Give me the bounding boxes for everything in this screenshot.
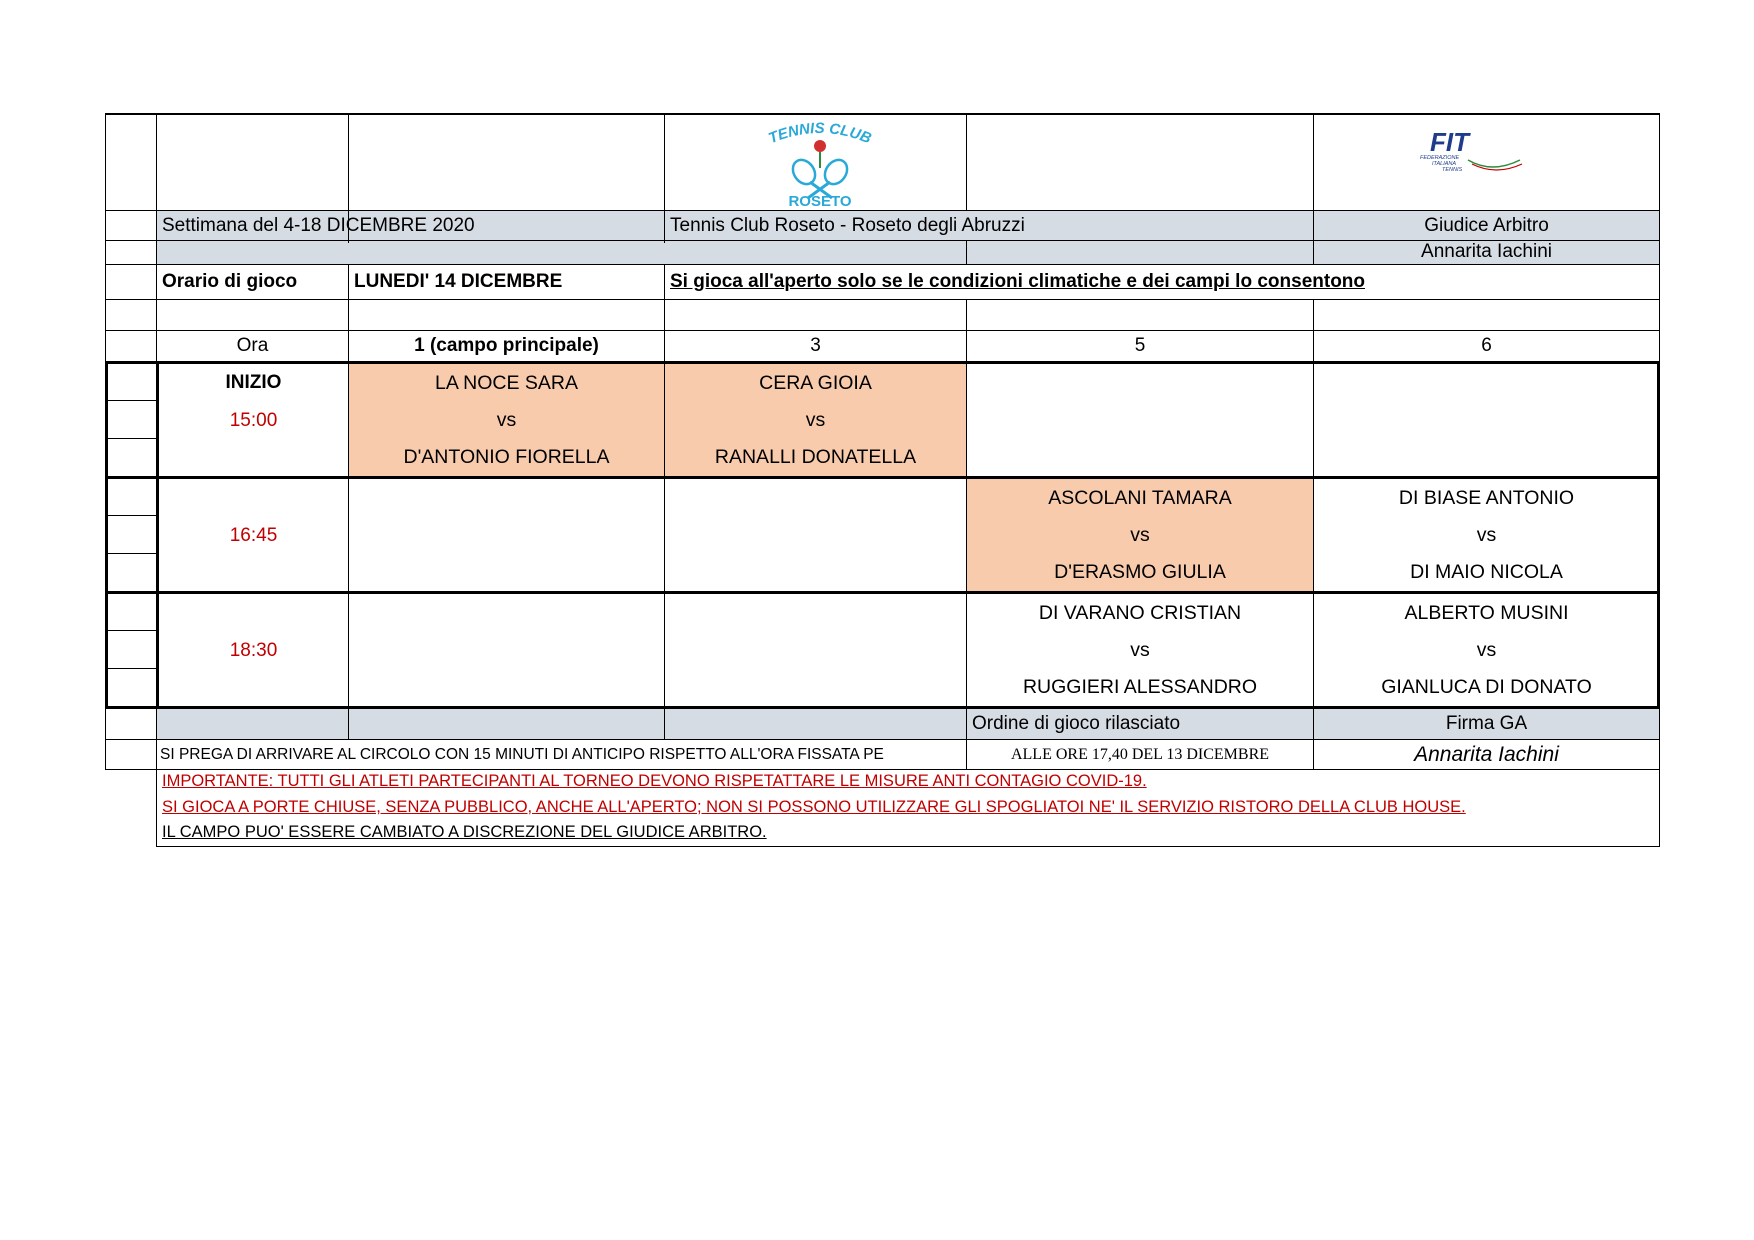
schedule-label: Orario di gioco <box>162 271 298 292</box>
svg-text:ROSETO: ROSETO <box>788 193 852 208</box>
arrival-note: SI PREGA DI ARRIVARE AL CIRCOLO CON 15 MINUTI DI ANTICIPO RISPETTO ALL'ORA FISSATA PE <box>160 745 884 763</box>
referee-title: Giudice Arbitro <box>1424 214 1549 236</box>
player-two: D'ANTONIO FIORELLA <box>403 446 610 468</box>
player-one: DI BIASE ANTONIO <box>1398 487 1575 509</box>
court-change-note: IL CAMPO PUO' ESSERE CAMBIATO A DISCREZIONE DEL GIUDICE ARBITRO. <box>162 823 767 841</box>
player-two: D'ERASMO GIULIA <box>1054 561 1226 583</box>
svg-text:TENNIS CLUB: TENNIS CLUB <box>766 119 874 148</box>
slot-time: 16:45 <box>229 525 278 546</box>
player-one: ASCOLANI TAMARA <box>1048 487 1232 509</box>
signature-label: Firma GA <box>1445 713 1528 734</box>
svg-text:ITALIANA: ITALIANA <box>1432 161 1457 167</box>
versus-label: vs <box>805 409 826 431</box>
closed-doors-note: SI GIOCA A PORTE CHIUSE, SENZA PUBBLICO, ANCHE ALL'APERTO; NON SI POSSONO UTILIZZARE GLI SPOGLIATOI NE' IL SERVIZIO RISTORO DELLA CLUB HOUSE. <box>162 798 1466 816</box>
versus-label: vs <box>496 409 517 431</box>
column-header-court6: 6 <box>1481 335 1492 356</box>
player-two: GIANLUCA DI DONATO <box>1381 676 1592 698</box>
released-label: Ordine di gioco rilasciato <box>972 713 1181 734</box>
match-card <box>1314 479 1659 591</box>
match-card <box>967 594 1313 706</box>
player-two: DI MAIO NICOLA <box>1410 561 1563 583</box>
fit-logo <box>1410 126 1540 180</box>
column-header-court5: 5 <box>1134 335 1146 356</box>
weather-note: Si gioca all'aperto solo se le condizioni climatiche e dei campi lo consentono <box>670 271 1366 292</box>
slot-time: 18:30 <box>229 640 278 661</box>
versus-label: vs <box>1130 524 1150 546</box>
player-two: RUGGIERI ALESSANDRO <box>1022 676 1258 698</box>
player-one: CERA GIOIA <box>759 372 872 394</box>
covid-note: IMPORTANTE: TUTTI GLI ATLETI PARTECIPANTI AL TORNEO DEVONO RISPETATTARE LE MISURE ANTI CONTAGIO COVID-19. <box>162 772 1147 790</box>
player-two: RANALLI DONATELLA <box>714 446 917 468</box>
referee-name: Annarita Iachini <box>1421 241 1552 262</box>
match-card <box>1314 594 1659 706</box>
player-one: ALBERTO MUSINI <box>1404 602 1569 624</box>
column-header-court3: 3 <box>810 335 821 356</box>
week-label: Settimana del 4-18 DICEMBRE 2020 <box>162 214 475 236</box>
svg-text:FIT: FIT <box>1430 127 1469 157</box>
match-card <box>349 364 664 476</box>
tennis-club-logo <box>740 116 900 208</box>
match-card <box>665 364 966 476</box>
slot-time: 15:00 <box>229 410 278 431</box>
svg-text:FEDERAZIONE: FEDERAZIONE <box>1420 155 1460 161</box>
slot-start-label: INIZIO <box>225 372 282 393</box>
column-header-time: Ora <box>236 335 269 356</box>
versus-label: vs <box>1476 639 1497 661</box>
day-label: LUNEDI' 14 DICEMBRE <box>354 271 563 292</box>
player-one: DI VARANO CRISTIAN <box>1038 602 1242 624</box>
referee-signature: Annarita Iachini <box>1414 742 1559 766</box>
player-one: LA NOCE SARA <box>434 372 579 394</box>
club-name: Tennis Club Roseto - Roseto degli Abruzzi <box>670 214 1025 236</box>
released-time: ALLE ORE 17,40 DEL 13 DICEMBRE <box>1010 745 1270 763</box>
versus-label: vs <box>1476 524 1497 546</box>
svg-text:TENNIS: TENNIS <box>1442 167 1463 173</box>
versus-label: vs <box>1130 639 1150 661</box>
match-card <box>967 479 1313 591</box>
column-header-court1: 1 (campo principale) <box>414 335 599 356</box>
